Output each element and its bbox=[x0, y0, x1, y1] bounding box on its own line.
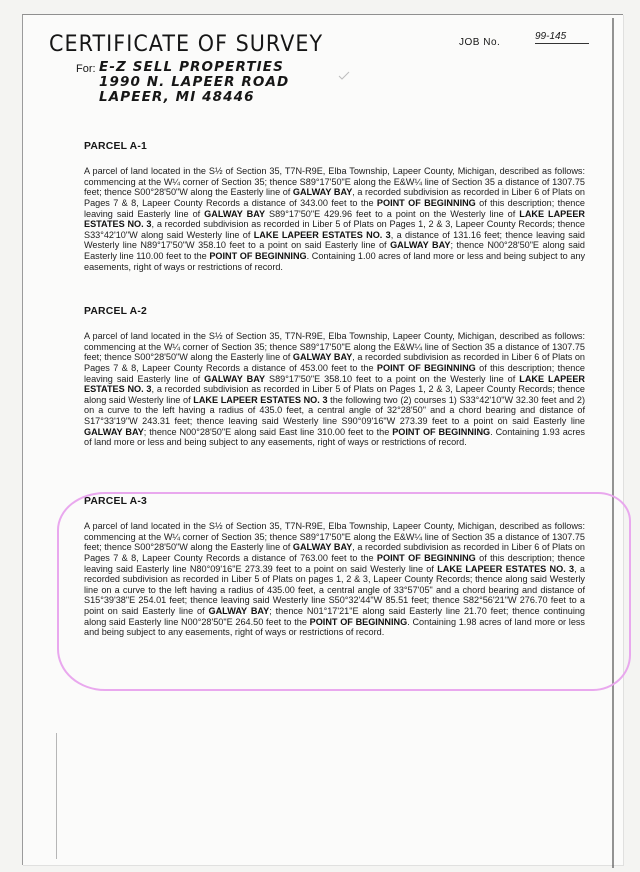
parcel-text-emphasis: LAKE LAPEER ESTATES NO. 3 bbox=[84, 208, 585, 230]
parcel-text: ; thence N01°17'21"E along said Easterly line 21.70 feet; thence continuing along said Easterly line N00°28'50"E 264.50 feet to the bbox=[84, 606, 585, 627]
parcel-text-emphasis: GALWAY BAY bbox=[292, 187, 353, 198]
parcel-text: A parcel of land located in the S½ of Section 35, T7N-R9E, Elba Township, Lapeer County, Michigan, described as follows: commencing at the W¼ corner of Section 35; thence S89°17'50"E along the E&W¼ line of Section 35 a distance of 1307.75 feet; thence S00°28'50"W along the Easterly line of bbox=[84, 331, 585, 363]
parcel-text-emphasis: GALWAY BAY bbox=[390, 240, 451, 251]
client-address bbox=[99, 60, 289, 105]
client-city: LAPEER, MI 48446 bbox=[99, 89, 255, 105]
parcel-text: A parcel of land located in the S½ of Section 35, T7N-R9E, Elba Township, Lapeer County, Michigan, described as follows: commencing at the W¼ corner of Section 35; thence S89°17'50"E along the E&W¼ line of Section 35 a distance of 1307.75 feet; thence S00°28'50"W along the Easterly line of bbox=[84, 166, 585, 198]
parcel-text: of this description; thence leaving said Easterly line of bbox=[84, 362, 585, 384]
parcel-description bbox=[84, 166, 585, 272]
client-name: E-Z SELL PROPERTIES bbox=[99, 59, 284, 75]
client-street: 1990 N. LAPEER ROAD bbox=[99, 74, 290, 90]
parcel-text: A parcel of land located in the S½ of Section 35, T7N-R9E, Elba Township, Lapeer County, Michigan, described as follows: commencing at the W¼ corner of Section 35; thence S89°17'50"E along the E&W¼ line of Section 35 a distance of 1307.75 feet; thence S00°28'50"W along the Easterly line of bbox=[84, 521, 585, 553]
parcel-text-emphasis: GALWAY BAY bbox=[292, 542, 353, 553]
parcel-text: ; thence N00°28'50"E along said East line 310.00 feet to the bbox=[143, 426, 393, 437]
parcel-a2-section bbox=[84, 306, 585, 448]
parcel-heading: PARCEL A-3 bbox=[84, 496, 148, 507]
parcel-text-emphasis: GALWAY BAY bbox=[84, 426, 144, 437]
parcel-text: , a distance of 131.16 feet; thence leaving said Westerly line N89°17'50"W 358.10 feet to a point on said Easterly line of bbox=[84, 229, 586, 251]
parcel-text-emphasis: POINT OF BEGINNING bbox=[376, 197, 476, 208]
scan-edge-line bbox=[56, 733, 57, 859]
document-title: CERTIFICATE OF SURVEY bbox=[49, 32, 324, 57]
parcel-text-emphasis: GALWAY BAY bbox=[208, 606, 270, 616]
parcel-text: the following two (2) courses 1) S33°42'10"W 32.30 feet and 2) on a curve to the left having a radius of 435.0 feet, a central angle of 32°28'50" and a chord bearing and distance of S17°33'19"W 243.31 feet; thence leaving said Westerly line S90°09'16"W 273.39 feet to a point on said Easterly line bbox=[84, 394, 585, 426]
job-number: 99-145 bbox=[535, 31, 589, 44]
parcel-text-emphasis: LAKE LAPEER ESTATES NO. 3 bbox=[437, 563, 575, 574]
parcel-text-emphasis: GALWAY BAY bbox=[292, 352, 353, 363]
parcel-text: ; thence N00°28'50"E along said Easterly line 110.00 feet to the bbox=[84, 240, 586, 261]
parcel-text: , a recorded subdivision as recorded in Liber 5 of Plats on pages 1, 2 & 3, Lapeer County Records; thence along said Westerly line on a curve to the left having a radius of 435.00 feet, a central angle of 33°57'05" and a chord bearing and distance of S15°39'38"E 254.01 feet; thence leaving said Westerly line S50°32'44"W 85.51 feet; thence S82°56'21"W 276.70 feet to a point on said Easterly line of bbox=[84, 563, 585, 616]
parcel-heading: PARCEL A-2 bbox=[84, 306, 148, 317]
parcel-a3-highlight bbox=[57, 492, 631, 691]
parcel-text-emphasis: GALWAY BAY bbox=[204, 208, 266, 219]
parcel-text-emphasis: POINT OF BEGINNING bbox=[376, 552, 476, 563]
parcel-text-emphasis: GALWAY BAY bbox=[204, 373, 266, 384]
parcel-description bbox=[84, 331, 585, 448]
parcel-text: , a recorded subdivision as recorded in Liber 5 of Plats on Pages 1, 2 & 3, Lapeer County Records; thence S33°42'10"W along said Westerly line of bbox=[84, 219, 585, 240]
parcel-text-emphasis: LAKE LAPEER ESTATES NO. 3 bbox=[84, 373, 585, 395]
parcel-text-emphasis: LAKE LAPEER ESTATES NO. 3 bbox=[253, 229, 391, 240]
check-mark-icon bbox=[338, 70, 350, 82]
parcel-text: . Containing 1.98 acres of land more or less and being subject to any easements, right of ways or restrictions of record. bbox=[84, 616, 585, 638]
parcel-text: , a recorded subdivision as recorded in Liber 6 of Plats on Pages 7 & 8, Lapeer County Records a distance of 343.00 feet to the bbox=[84, 187, 585, 208]
parcel-text: S89°17'50"E 358.10 feet to a point on the Westerly line of bbox=[265, 373, 520, 384]
parcel-text: S89°17'50"E 429.96 feet to a point on the Westerly line of bbox=[265, 208, 520, 219]
page-edge bbox=[612, 18, 614, 868]
parcel-text: , a recorded subdivision as recorded in Liber 6 of Plats on Pages 7 & 8, Lapeer County Records a distance of 453.00 feet to the bbox=[84, 352, 585, 373]
parcel-heading: PARCEL A-1 bbox=[84, 141, 148, 152]
parcel-text-emphasis: POINT OF BEGINNING bbox=[309, 616, 408, 627]
parcel-text-emphasis: POINT OF BEGINNING bbox=[376, 362, 476, 373]
parcel-text-emphasis: POINT OF BEGINNING bbox=[392, 426, 491, 437]
parcel-a1-section bbox=[84, 141, 585, 272]
parcel-text: , a recorded subdivision as recorded in Liber 6 of Plats on Pages 7 & 8, Lapeer County Records a distance of 763.00 feet to the bbox=[84, 542, 585, 563]
job-label: JOB No. bbox=[459, 37, 501, 48]
parcel-text: of this description; thence leaving said Easterly line of bbox=[84, 197, 585, 219]
parcel-text: . Containing 1.00 acres of land more or less and being subject to any easements, right of ways or restrictions of record. bbox=[84, 251, 586, 272]
parcel-text-emphasis: LAKE LAPEER ESTATES NO. 3 bbox=[193, 394, 328, 405]
parcel-text: . Containing 1.93 acres of land more or less and being subject to any easements, right of ways or restrictions of record. bbox=[84, 426, 585, 448]
parcel-text: , a recorded subdivision as recorded in Liber 5 of Plats on Pages 1, 2 & 3, Lapeer County Records; thence along said Westerly line of bbox=[84, 384, 585, 405]
for-label: For: bbox=[76, 63, 96, 75]
parcel-text-emphasis: POINT OF BEGINNING bbox=[209, 251, 307, 261]
parcel-text: of this description; thence leaving said Easterly line N80°09'16"E 273.39 feet to a point on said Westerly line of bbox=[84, 552, 585, 574]
